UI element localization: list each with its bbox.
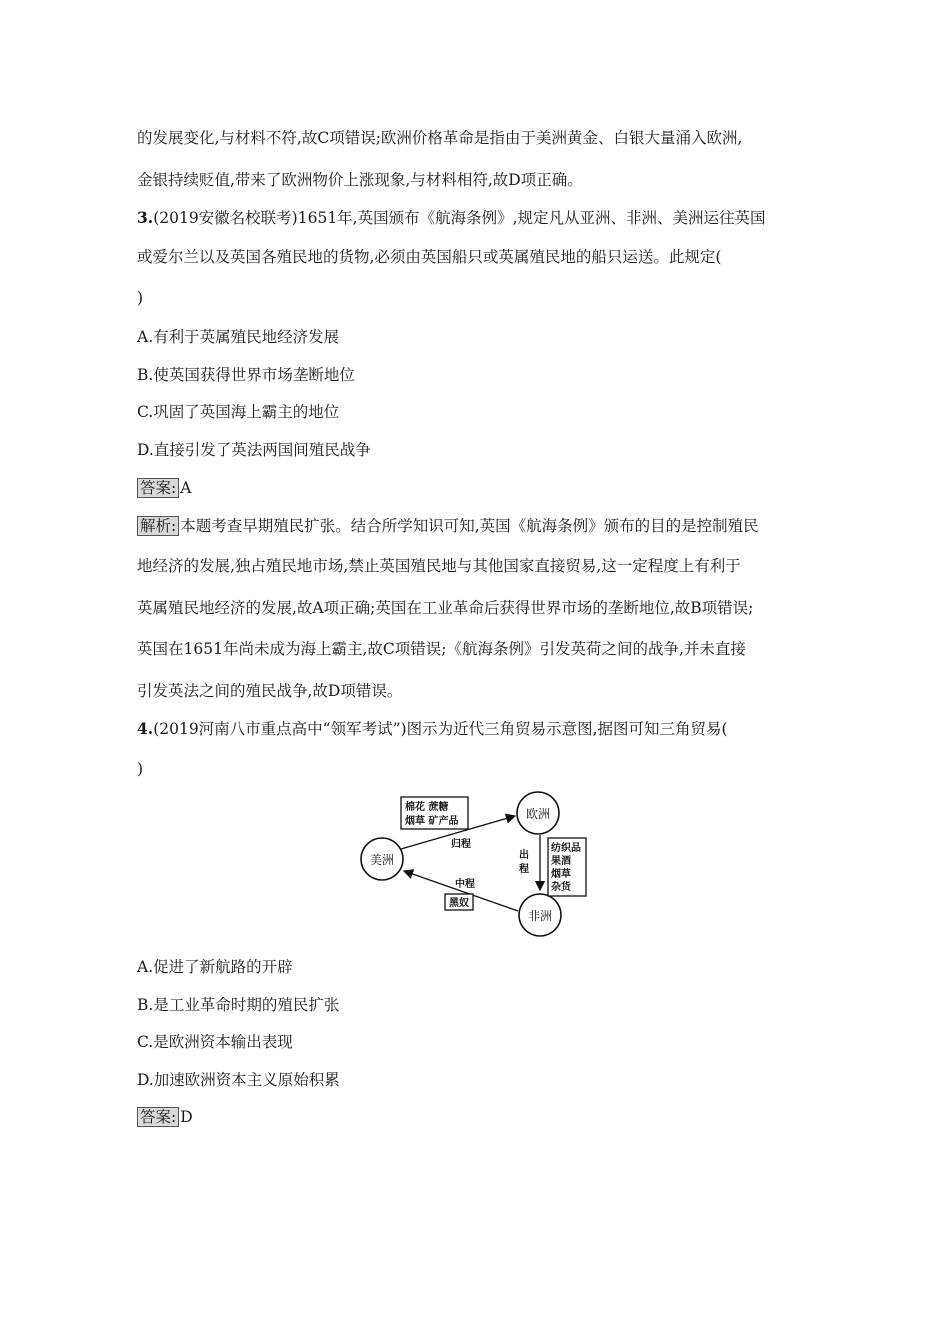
analysis-row [137,516,759,536]
outward-leg-label: 程 [519,864,529,875]
triangle-trade-diagram [355,786,595,946]
question-number: 4. [137,719,154,738]
america-label: 美洲 [369,853,395,867]
question-3-stem [137,208,766,228]
outward-leg-label: 出 [519,850,529,861]
option-b: B.是工业革命时期的殖民扩张 [137,996,340,1014]
question-3-bracket: ) [137,289,144,307]
text-line: 的发展变化,与材料不符,故C项错误;欧洲价格革命是指由于美洲黄金、白银大量涌入欧洲, [137,129,743,147]
analysis-text: 英属殖民地经济的发展,故A项正确;英国在工业革命后获得世界市场的垄断地位,故B项错误; [137,599,754,617]
answer-label: 答案: [137,1107,179,1127]
option-d: D.直接引发了英法两国间殖民战争 [137,441,371,459]
text-line: 金银持续贬值,带来了欧洲物价上涨现象,与材料相符,故D项正确。 [137,171,583,189]
answer-value: D [180,1108,193,1126]
option-b: B.使英国获得世界市场垄断地位 [137,366,355,384]
option-d: D.加速欧洲资本主义原始积累 [137,1071,340,1089]
option-c: C.巩固了英国海上霸主的地位 [137,403,340,421]
outward-goods-text: 杂货 [551,882,571,893]
outward-goods-text: 纺织品 [551,843,581,854]
analysis-label: 解析: [137,516,179,536]
stem-text: (2019安徽名校联考)1651年,英国颁布《航海条例》,规定凡从亚洲、非洲、美洲运往英国 [153,209,766,227]
option-a: A.有利于英属殖民地经济发展 [137,328,340,346]
option-a: A.促进了新航路的开辟 [137,958,293,976]
analysis-text: 本题考查早期殖民扩张。结合所学知识可知,英国《航海条例》颁布的目的是控制殖民 [180,517,759,535]
question-4-stem [137,719,728,739]
analysis-text: 地经济的发展,独占殖民地市场,禁止英国殖民地与其他国家直接贸易,这一定程度上有利于 [137,557,741,575]
outward-goods-text: 烟草 [551,869,571,880]
analysis-text: 英国在1651年尚未成为海上霸主,故C项错误;《航海条例》引发英荷之间的战争,并未直接 [137,640,746,658]
question-4-bracket: ) [137,760,144,778]
answer-row [137,1107,193,1127]
answer-label: 答案: [137,478,179,498]
stem-text: (2019河南八市重点高中“领军考试”)图示为近代三角贸易示意图,据图可知三角贸易( [153,720,728,738]
option-c: C.是欧洲资本输出表现 [137,1033,293,1051]
middle-leg-label: 中程 [455,879,475,890]
analysis-text: 引发英法之间的殖民战争,故D项错误。 [137,682,403,700]
return-leg-label: 归程 [451,839,471,850]
question-3-stem-cont: 或爱尔兰以及英国各殖民地的货物,必须由英国船只或英属殖民地的船只运送。此规定( [137,248,722,266]
return-goods-text: 棉花 蔗糖 [405,802,449,813]
europe-label: 欧洲 [525,807,551,821]
answer-value: A [180,479,192,497]
middle-goods-text: 黑奴 [449,898,469,909]
question-number: 3. [137,208,154,227]
outward-goods-text: 果酒 [551,856,571,867]
answer-row [137,478,191,498]
return-goods-text: 烟草 矿产品 [405,816,459,827]
africa-label: 非洲 [527,909,553,923]
